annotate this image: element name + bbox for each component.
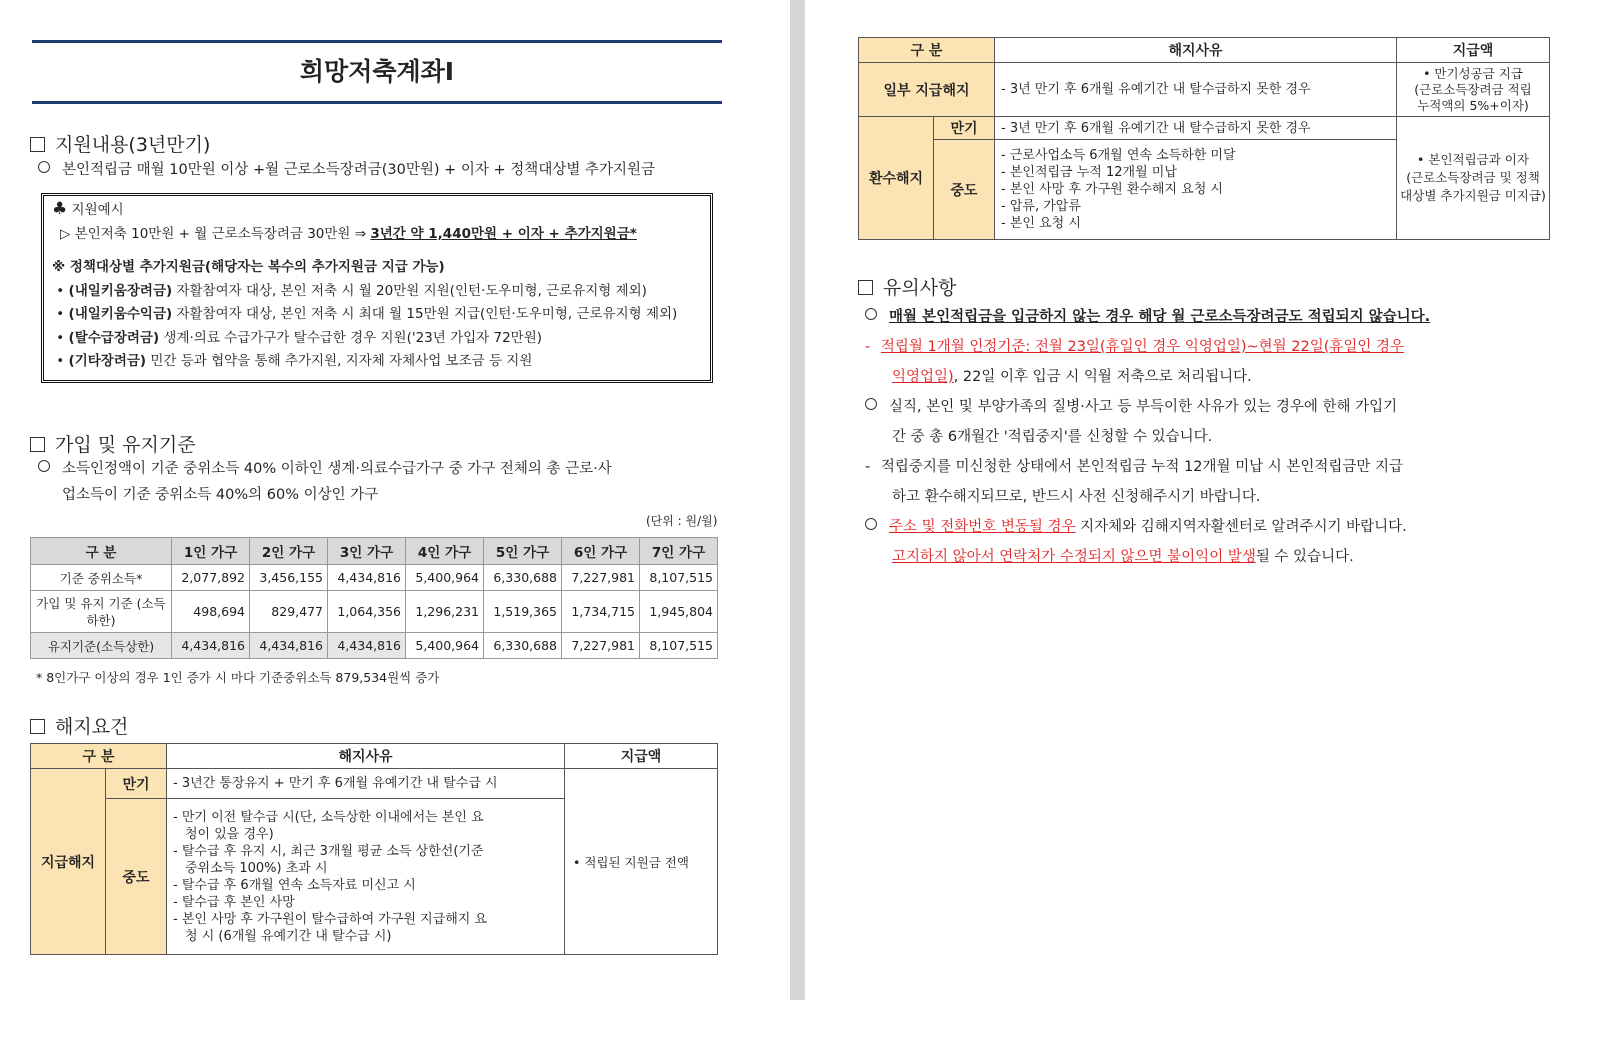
maturity-label: 만기 <box>106 769 167 799</box>
maturity-reason: - 3년 만기 후 6개월 유예기간 내 탈수급하지 못한 경우 <box>995 117 1397 140</box>
table-cell: 7,227,981 <box>562 565 640 591</box>
note-line: 익영업일), 22일 이후 입금 시 익월 저축으로 처리됩니다. <box>892 369 1252 385</box>
club-icon: ♣ <box>52 199 68 219</box>
note-line: - 적립월 1개월 인정기준: 전월 23일(휴일인 경우 익영업일)~현월 22일(휴일인 경우 <box>865 339 1405 355</box>
right-page <box>805 0 1600 1000</box>
table-cell: 1,296,231 <box>406 591 484 633</box>
termination-heading: 해지요건 <box>30 712 128 739</box>
income-header: 5인 가구 <box>484 538 562 565</box>
maturity-reason: - 3년간 통장유지 + 만기 후 6개월 유예기간 내 탈수급 시 <box>167 769 565 799</box>
table-cell: 3,456,155 <box>250 565 328 591</box>
table-cell: 8,107,515 <box>640 633 718 659</box>
table-cell: 6,330,688 <box>484 565 562 591</box>
circle-bullet-icon <box>38 161 50 173</box>
partial-label: 일부 지급해지 <box>859 63 995 117</box>
note-line: 하고 환수해지되므로, 반드시 사전 신청해주시기 바랍니다. <box>892 489 1261 505</box>
mid-reasons: - 근로사업소득 6개월 연속 소득하한 미달 - 본인적립금 누적 12개월 미납 - 본인 사망 후 가구원 환수해지 요청 시 - 압류, 가압류 - 본인 요청 시 <box>995 140 1397 240</box>
title-bar <box>32 40 722 104</box>
eligibility-line: 소득인정액이 기준 중위소득 40% 이하인 생계·의료수급가구 중 가구 전체의 총 근로·사 <box>38 459 612 480</box>
table-cell: 4,434,816 <box>250 633 328 659</box>
table-cell: 4,434,816 <box>328 565 406 591</box>
amount-cell: • 적립된 지원금 전액 <box>565 769 718 955</box>
table-header: 구 분 <box>31 744 167 769</box>
unit-label: (단위 : 원/월) <box>646 514 718 528</box>
circle-bullet-icon <box>865 308 877 320</box>
circle-bullet-icon <box>865 518 877 530</box>
refund-header-row <box>859 38 1550 63</box>
income-header: 3인 가구 <box>328 538 406 565</box>
circle-bullet-icon <box>38 460 50 472</box>
example-line: ▷ 본인저축 10만원 + 월 근로소득장려금 30만원 ⇒ 3년간 약 1,440만원 + 이자 + 추가지원금* <box>60 225 637 242</box>
table-cell: 1,945,804 <box>640 591 718 633</box>
mid-label: 중도 <box>934 140 995 240</box>
page-title: 희망저축계좌Ⅰ <box>299 57 455 86</box>
table-header: 지급액 <box>565 744 718 769</box>
note-line: 실직, 본인 및 부양가족의 질병·사고 등 부득이한 사유가 있는 경우에 한해 가입기 <box>865 392 1600 422</box>
mid-label: 중도 <box>106 799 167 955</box>
page-divider <box>790 0 805 1000</box>
circle-bullet-icon <box>865 398 877 410</box>
table-cell: 2,077,892 <box>172 565 250 591</box>
income-header: 6인 가구 <box>562 538 640 565</box>
table-cell: 1,519,365 <box>484 591 562 633</box>
left-page <box>0 0 790 1000</box>
policy-item: • (내일키움장려금) 자활참여자 대상, 본인 저축 시 월 20만원 지원(인턴·도우미형, 근로유지형 제외) <box>52 282 647 299</box>
eligibility-line-2: 업소득이 기준 중위소득 40%의 60% 이상인 가구 <box>62 487 379 503</box>
checkbox-square-icon <box>858 280 873 295</box>
income-header: 2인 가구 <box>250 538 328 565</box>
checkbox-square-icon <box>30 437 45 452</box>
table-header: 해지사유 <box>995 38 1397 63</box>
income-header-row <box>31 538 718 565</box>
refund-table <box>858 37 1550 240</box>
table-header: 구 분 <box>859 38 995 63</box>
termination-table <box>30 743 718 955</box>
table-cell: 1,064,356 <box>328 591 406 633</box>
table-row <box>31 591 718 633</box>
income-header: 4인 가구 <box>406 538 484 565</box>
table-row <box>31 633 718 659</box>
example-box <box>41 193 713 383</box>
table-cell: 5,400,964 <box>406 565 484 591</box>
support-line: 본인적립금 매월 10만원 이상 +월 근로소득장려금(30만원) + 이자 + 정책대상별 추가지원금 <box>38 160 655 181</box>
row-label: 가입 및 유지 기준 (소득하한) <box>31 591 172 633</box>
eligibility-heading: 가입 및 유지기준 <box>30 430 196 457</box>
refund-label: 환수해지 <box>859 117 934 240</box>
termination-header-row <box>31 744 718 769</box>
income-header: 구 분 <box>31 538 172 565</box>
table-row <box>859 63 1550 117</box>
table-cell: 4,434,816 <box>172 633 250 659</box>
partial-amount: • 만기성공금 지급 (근로소득장려금 적립 누적액의 5%+이자) <box>1397 63 1550 117</box>
table-cell: 498,694 <box>172 591 250 633</box>
maturity-label: 만기 <box>934 117 995 140</box>
note-line: 간 중 총 6개월간 '적립중지'를 신청할 수 있습니다. <box>892 429 1213 445</box>
policy-item: • (탈수급장려금) 생계·의료 수급가구가 탈수급한 경우 지원('23년 가입자 72만원) <box>52 329 543 346</box>
note-line: 주소 및 전화번호 변동될 경우 지자체와 김해지역자활센터로 알려주시기 바랍니다. <box>865 512 1600 542</box>
table-row <box>859 117 1550 140</box>
note-line: 고지하지 않아서 연락처가 수정되지 않으면 불이익이 발생될 수 있습니다. <box>892 549 1354 565</box>
income-note: * 8인가구 이상의 경우 1인 증가 시 마다 기준중위소득 879,534원씩 증가 <box>36 670 440 685</box>
table-cell: 7,227,981 <box>562 633 640 659</box>
table-header: 지급액 <box>1397 38 1550 63</box>
table-cell: 5,400,964 <box>406 633 484 659</box>
table-cell: 4,434,816 <box>328 633 406 659</box>
table-header: 해지사유 <box>167 744 565 769</box>
partial-reason: - 3년 만기 후 6개월 유예기간 내 탈수급하지 못한 경우 <box>995 63 1397 117</box>
example-heading: ♣ 지원예시 <box>52 199 124 219</box>
table-row <box>31 565 718 591</box>
table-cell: 829,477 <box>250 591 328 633</box>
income-header: 7인 가구 <box>640 538 718 565</box>
checkbox-square-icon <box>30 719 45 734</box>
table-cell: 1,734,715 <box>562 591 640 633</box>
row-label: 기준 중위소득* <box>31 565 172 591</box>
income-header: 1인 가구 <box>172 538 250 565</box>
notes-heading: 유의사항 <box>858 273 956 300</box>
note-line: - 적립중지를 미신청한 상태에서 본인적립금 누적 12개월 미납 시 본인적립금만 지급 <box>865 459 1404 475</box>
policy-item: • (내일키움수익금) 자활참여자 대상, 본인 저축 시 최대 월 15만원 지급(인턴·도우미형, 근로유지형 제외) <box>52 306 678 322</box>
refund-amount: • 본인적립금과 이자 (근로소득장려금 및 정책 대상별 추가지원금 미지급) <box>1397 117 1550 240</box>
policy-title: ※ 정책대상별 추가지원금(해당자는 복수의 추가지원금 지급 가능) <box>52 259 445 275</box>
table-cell: 6,330,688 <box>484 633 562 659</box>
policy-item: • (기타장려금) 민간 등과 협약을 통해 추가지원, 지자체 자체사업 보조금 등 지원 <box>52 353 533 369</box>
mid-reasons: - 만기 이전 탈수급 시(단, 소득상한 이내에서는 본인 요 청이 있을 경우) - 탈수급 후 유지 시, 최근 3개월 평균 소득 상한선(기준 중위소득 100%) 초과 시 - 탈수급 후 6개월 연속 소득자료 미신고 시 - 탈수급 후 본인 사망 - 본인 사망 후 가구원이 탈수급하여 가구원 지급해지 요 청 시 (6개월 유예기간 내 탈수급 시) <box>167 799 565 955</box>
row-label: 유지기준(소득상한) <box>31 633 172 659</box>
note-line: 매월 본인적립금을 입금하지 않는 경우 해당 월 근로소득장려금도 적립되지 않습니다. <box>865 302 1600 332</box>
table-cell: 8,107,515 <box>640 565 718 591</box>
support-heading: 지원내용(3년만기) <box>30 130 210 157</box>
notes-body <box>865 302 1600 572</box>
table-row <box>31 769 718 799</box>
income-table <box>30 537 718 659</box>
group-label: 지급해지 <box>31 769 106 955</box>
checkbox-square-icon <box>30 137 45 152</box>
